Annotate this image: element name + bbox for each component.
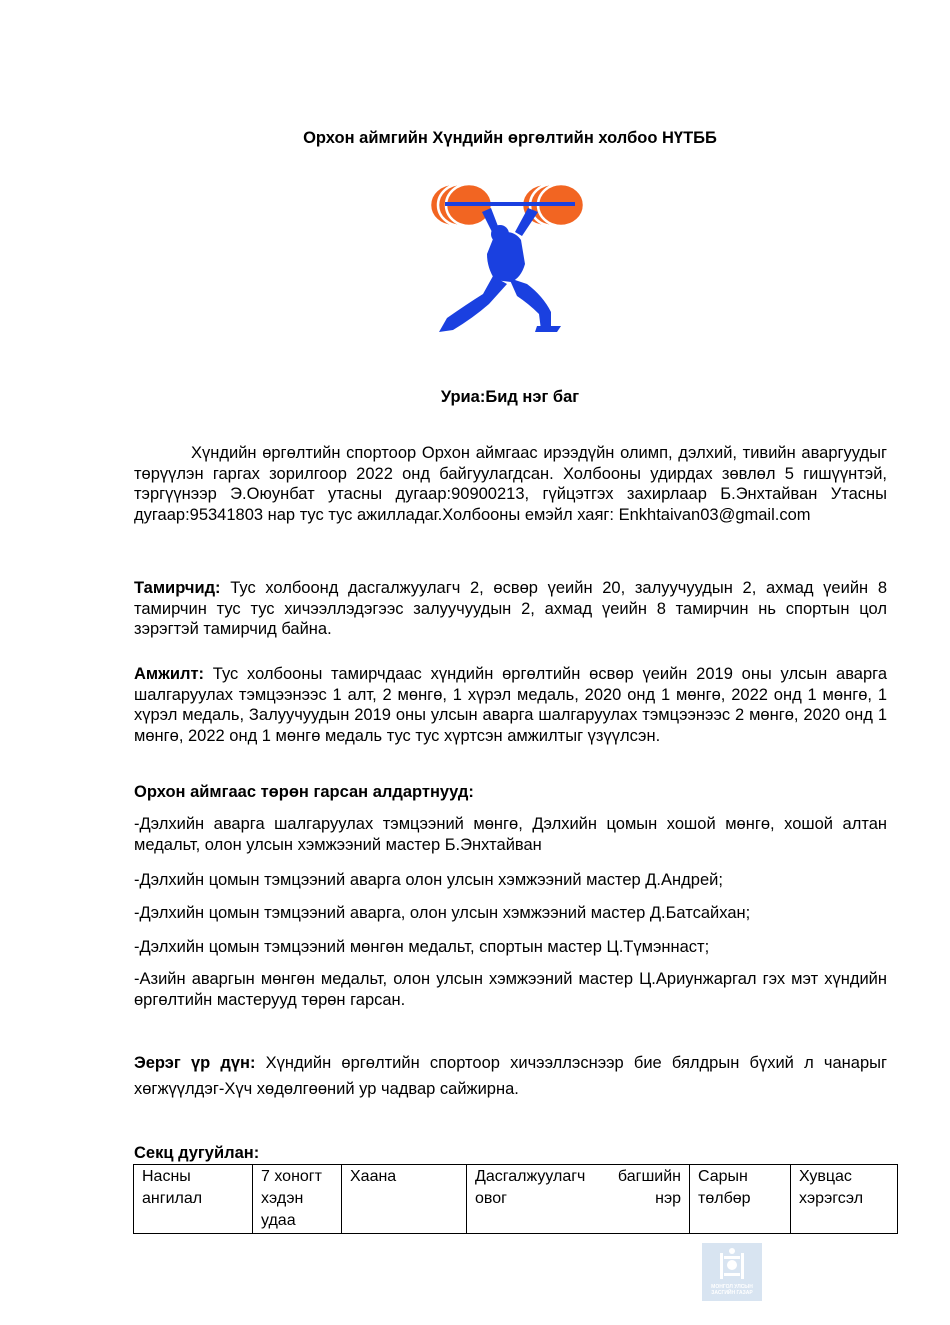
- achievements-text: Тус холбооны тамирчдаас хүндийн өргөлтийн өсвөр үеийн 2019 оны улсын аварга шалгаруулах тэмцээнээс 1 алт, 2 мөнгө, 1 хүрэл медаль, 2020 онд 1 мөнгө, 2022 онд 1 мөнгө, 1 хүрэл медаль, Залуучуудын 2019 оны улсын аварга шалгаруулах тэмцээнээс 2 мөнгө, 2020 онд 1 мөнгө, 2022 онд 1 мөнгө медаль тус тус хүртсэн амжилтыг үзүүлсэн.: [134, 665, 887, 745]
- soyombo-emblem-icon: [702, 1243, 762, 1283]
- table-cell: Хаана: [342, 1165, 467, 1234]
- achievements-label: Амжилт:: [134, 665, 205, 683]
- famous-item: -Дэлхийн цомын тэмцээний мөнгөн медальт, спортын мастер Ц.Түмэннаст;: [134, 938, 710, 956]
- section-table: [133, 1164, 898, 1234]
- famous-item: -Дэлхийн цомын тэмцээний аварга олон улсын хэмжээний мастер Д.Андрей;: [134, 871, 723, 889]
- motto: Уриа:Бид нэг баг: [440, 388, 580, 406]
- athletes-text: Тус холбоонд дасгалжуулагч 2, өсвөр үеийн 20, залуучуудын 2, ахмад үеийн 8 тамирчин тус тус хичээллэдэгээс залуучуудын 2, ахмад үеийн 8 тамирчин нь спортын цол зэрэгтэй тамирчид байна.: [134, 579, 887, 638]
- document-title: Орхон аймгийн Хүндийн өргөлтийн холбоо НҮТББ: [303, 129, 717, 147]
- famous-heading: Орхон аймгаас төрөн гарсан алдартнууд:: [134, 783, 474, 801]
- famous-item: -Азийн аваргын мөнгөн медальт, олон улсын хэмжээний мастер Ц.Ариунжаргал гэх мэт хүндийн өргөлтийн мастерууд төрөн гарсан.: [134, 970, 887, 1009]
- table-row: [134, 1165, 898, 1234]
- government-seal: [702, 1243, 762, 1301]
- table-cell: Дасгалжуулагч багшийн овог нэр: [467, 1165, 690, 1234]
- table-cell: Насны ангилал: [134, 1165, 253, 1234]
- famous-item: -Дэлхийн аварга шалгаруулах тэмцээний мөнгө, Дэлхийн цомын хошой мөнгө, хошой алтан медальт, олон улсын хэмжээний мастер Б.Энхтайван: [134, 815, 887, 854]
- weightlifter-logo-icon: [425, 172, 595, 337]
- athletes-label: Тамирчид:: [134, 579, 221, 597]
- benefit-label: Эерэг үр дүн:: [134, 1054, 256, 1072]
- table-cell: Хувцас хэрэгсэл: [791, 1165, 898, 1234]
- famous-item: -Дэлхийн цомын тэмцээний аварга, олон улсын хэмжээний мастер Д.Батсайхан;: [134, 904, 751, 922]
- table-cell: Сарын төлбөр: [690, 1165, 791, 1234]
- table-cell: 7 хоногт хэдэн удаа: [253, 1165, 342, 1234]
- intro-paragraph: Хүндийн өргөлтийн спортоор Орхон аймгаас ирээдүйн олимп, дэлхий, тивийн аваргуудыг төрүүлэн гаргах зорилгоор 2022 онд байгуулагдсан. Холбооны удирдах зөвлөл 5 гишүүнтэй, тэргүүнээр Э.Оюунбат утасны дугаар:90900213, гүйцэтгэх захирлаар Б.Энхтайван Утасны дугаар:95341803 нар тус тус ажилладаг.Холбооны емэйл хаяг: Enkhtaivan03@gmail.com: [134, 444, 887, 524]
- athletes-paragraph: [134, 578, 887, 640]
- seal-text: МОНГОЛ УЛСЫН ЗАСГИЙН ГАЗАР: [711, 1284, 753, 1296]
- benefit-text: Хүндийн өргөлтийн спортоор хичээллэснээр бие бялдрын бүхий л чанарыг хөгжүүлдэг-Хүч хөдөлгөөний ур чадвар сайжирна.: [134, 1054, 887, 1098]
- section-heading: Секц дугуйлан:: [134, 1144, 260, 1162]
- benefit-paragraph: [134, 1050, 887, 1102]
- achievements-paragraph: [134, 664, 887, 746]
